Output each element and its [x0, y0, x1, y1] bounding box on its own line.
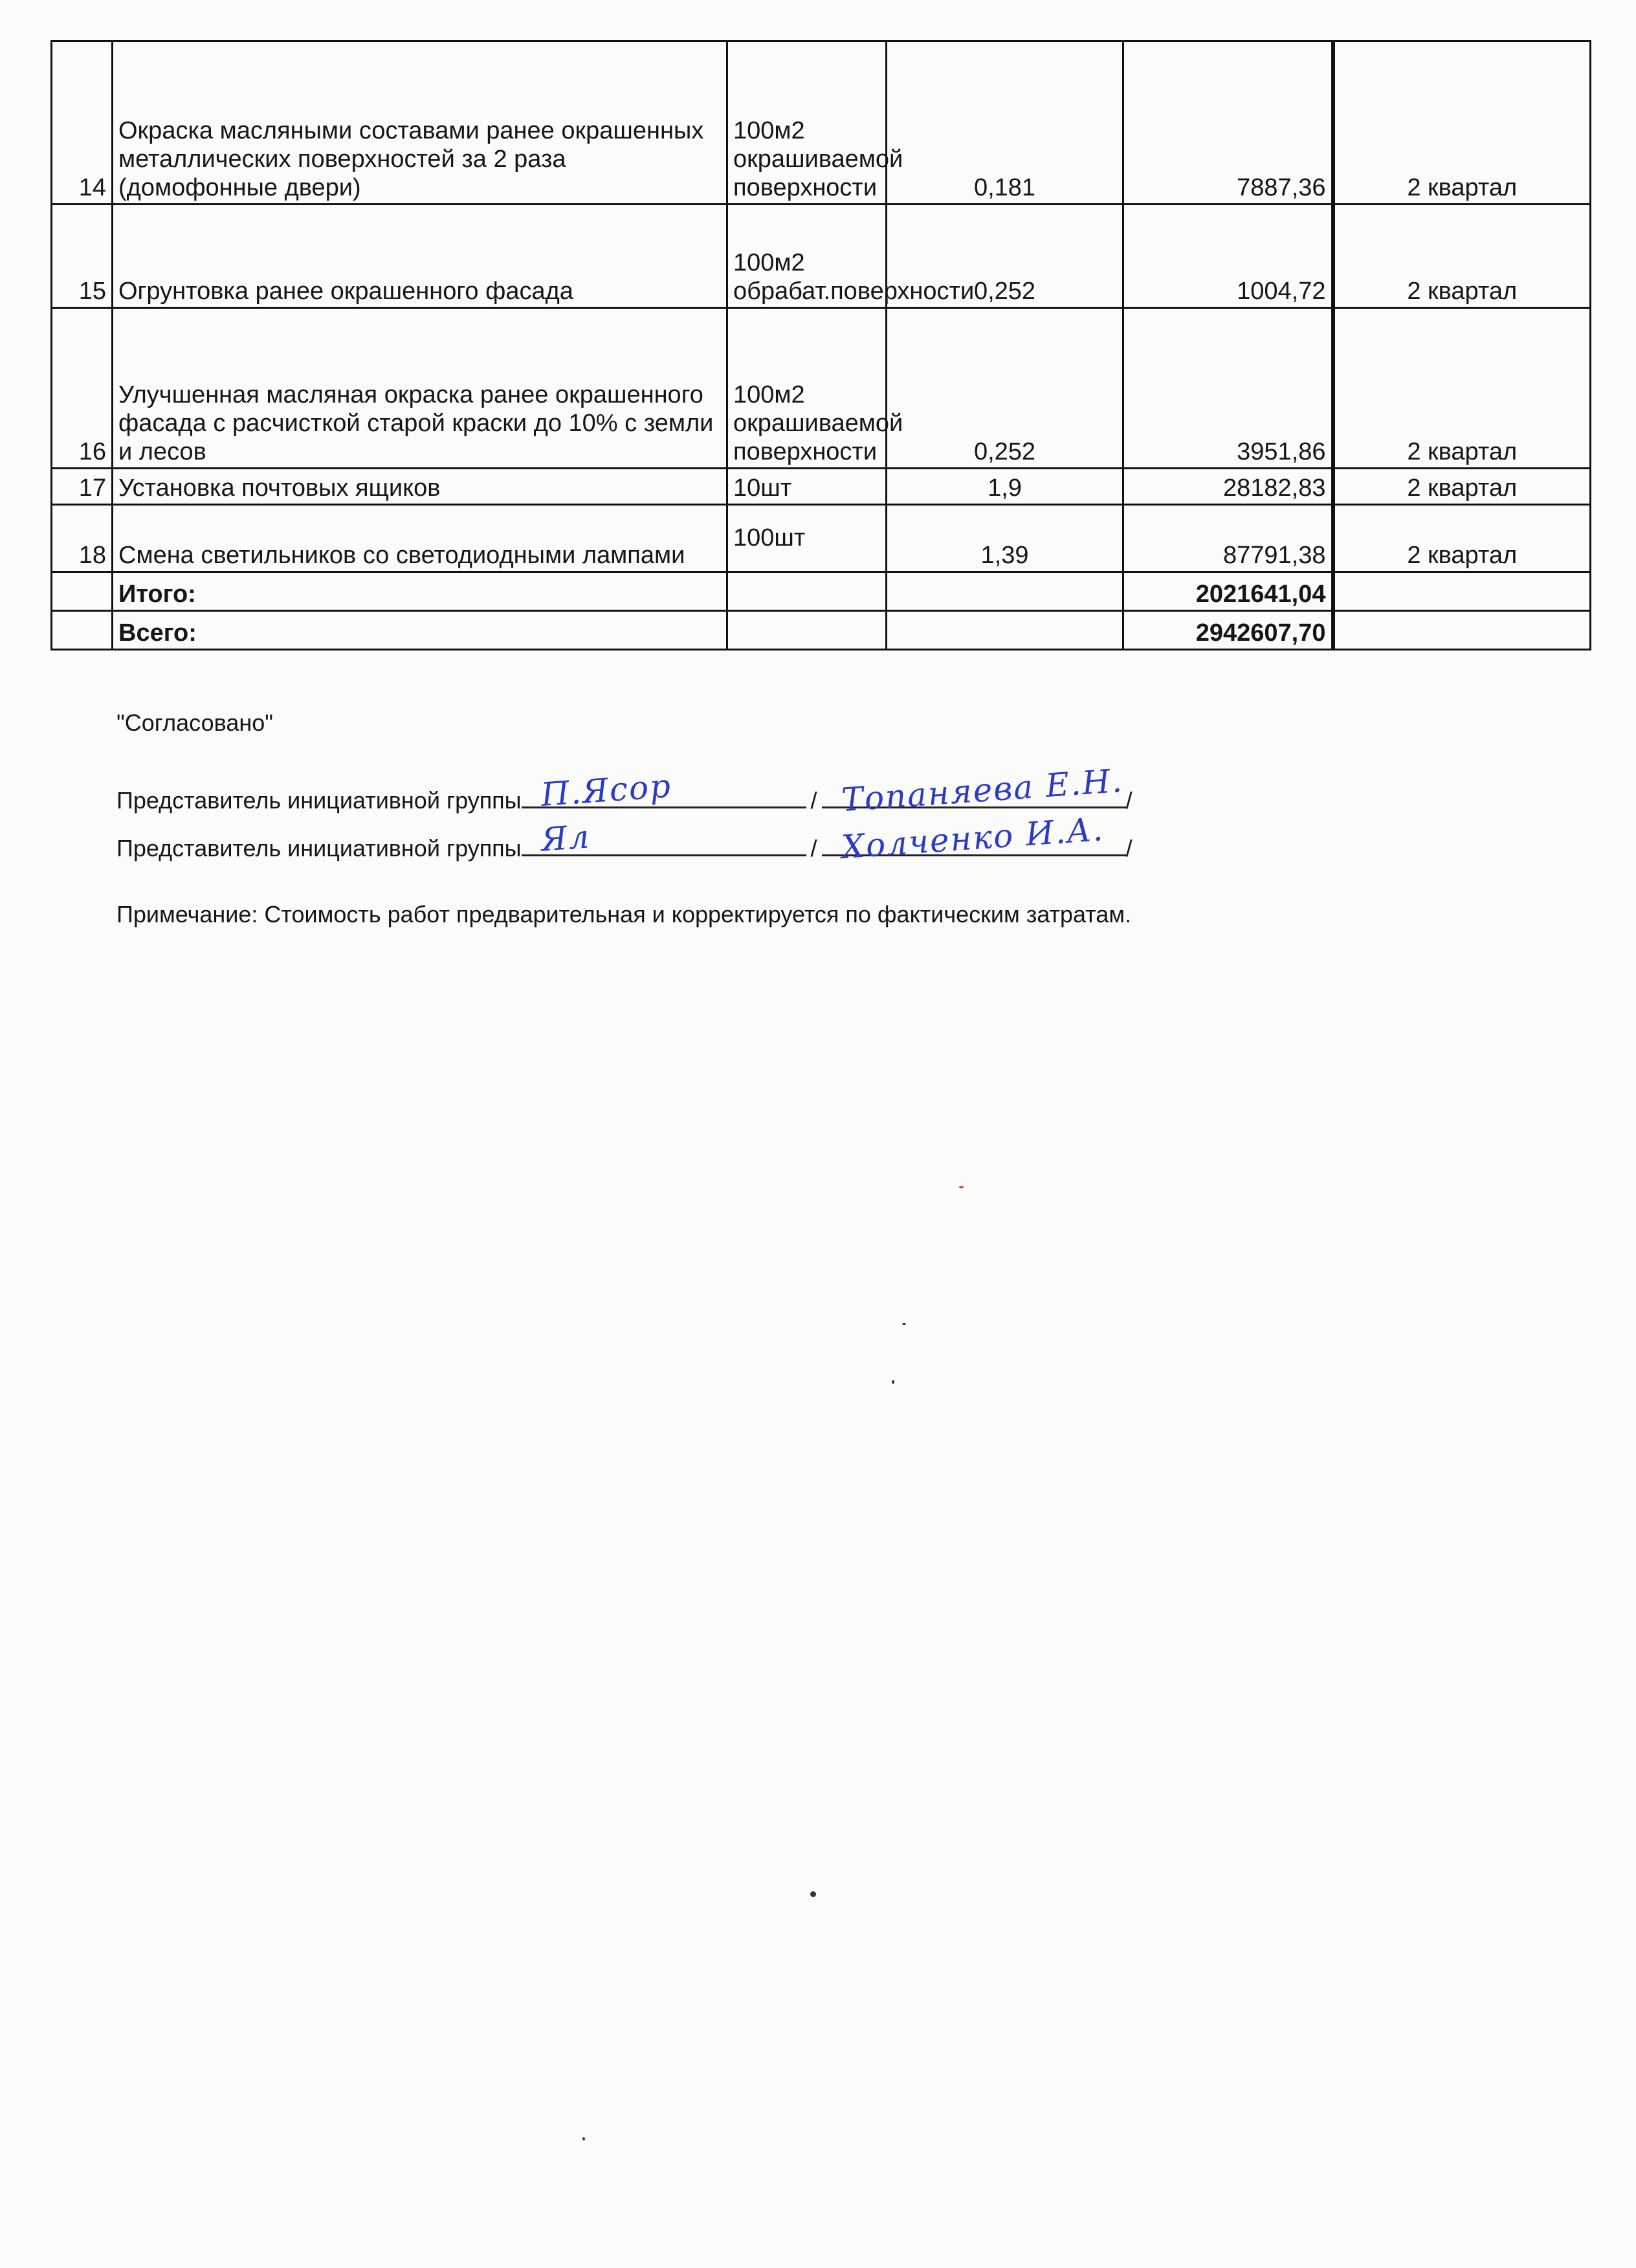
scan-speck: [810, 1891, 816, 1897]
representative-line-2: [116, 810, 1133, 867]
table-row: [52, 41, 1591, 205]
row-number: 17: [52, 469, 113, 505]
work-quantity: 0,252: [887, 308, 1123, 469]
name-line: [822, 810, 1126, 867]
work-name: Смена светильников со светодиодными лампами: [113, 505, 727, 572]
representative-name: Холченко И.А.: [840, 810, 1105, 867]
empty-cell: [52, 611, 113, 650]
work-name: Установка почтовых ящиков: [113, 469, 727, 505]
empty-cell: [887, 611, 1123, 650]
scan-speck: [959, 1186, 964, 1188]
work-cost: 1004,72: [1123, 205, 1333, 308]
work-name: Улучшенная масляная окраска ранее окрашенного фасада с расчисткой старой краски до 10% с земли и лесов: [113, 308, 727, 469]
scan-speck: [582, 2137, 585, 2140]
row-number: 18: [52, 505, 113, 572]
work-cost: 87791,38: [1123, 505, 1333, 572]
scan-speck: [892, 1380, 894, 1384]
total-row: [52, 611, 1591, 650]
representative-line-1: [116, 761, 1133, 819]
work-unit: 100м2 окрашиваемой поверхности: [727, 308, 887, 469]
table-row: [52, 505, 1591, 572]
separator: /: [1125, 835, 1133, 862]
empty-cell: [1333, 611, 1591, 650]
total-label: Всего:: [113, 611, 727, 650]
name-line: [822, 761, 1126, 819]
work-period: 2 квартал: [1333, 205, 1591, 308]
work-cost: 7887,36: [1123, 41, 1333, 205]
work-period: 2 квартал: [1333, 41, 1591, 205]
table-row: [52, 205, 1591, 308]
work-name: Огрунтовка ранее окрашенного фасада: [113, 205, 727, 308]
work-unit: 100шт: [727, 505, 887, 572]
works-table: [50, 40, 1591, 650]
empty-cell: [727, 611, 887, 650]
separator: /: [810, 835, 817, 862]
agreed-heading: "Согласовано": [116, 709, 274, 736]
work-period: 2 квартал: [1333, 505, 1591, 572]
empty-cell: [727, 572, 887, 611]
row-number: 16: [52, 308, 113, 469]
subtotal-label: Итого:: [113, 572, 727, 611]
subtotal-row: [52, 572, 1591, 611]
signature: П.Ясор: [539, 767, 673, 814]
work-quantity: 1,39: [887, 505, 1123, 572]
separator: /: [810, 787, 817, 814]
row-number: 15: [52, 205, 113, 308]
total-value: 2942607,70: [1123, 611, 1333, 650]
work-period: 2 квартал: [1333, 469, 1591, 505]
work-quantity: 1,9: [887, 469, 1123, 505]
subtotal-value: 2021641,04: [1123, 572, 1333, 611]
signature: Ял: [539, 817, 591, 859]
work-quantity: 0,252: [887, 205, 1123, 308]
work-unit: 100м2 обрабат.поверхности: [727, 205, 887, 308]
work-period: 2 квартал: [1333, 308, 1591, 469]
empty-cell: [1333, 572, 1591, 611]
representative-label: Представитель инициативной группы: [116, 835, 522, 862]
scan-speck: [902, 1323, 906, 1325]
empty-cell: [887, 572, 1123, 611]
work-cost: 3951,86: [1123, 308, 1333, 469]
table-row: [52, 469, 1591, 505]
work-quantity: 0,181: [887, 41, 1123, 205]
signature-line: [522, 767, 806, 814]
table-row: [52, 308, 1591, 469]
work-cost: 28182,83: [1123, 469, 1333, 505]
work-unit: 100м2 окрашиваемой поверхности: [727, 41, 887, 205]
footnote: Примечание: Стоимость работ предварительная и корректируется по фактическим затратам.: [116, 901, 1132, 928]
representative-label: Представитель инициативной группы: [116, 787, 522, 814]
representative-name: Топаняева Е.Н.: [840, 761, 1124, 819]
signature-line: [522, 817, 806, 859]
separator: /: [1125, 787, 1133, 814]
work-name: Окраска масляными составами ранее окрашенных металлических поверхностей за 2 раза (домофонные двери): [113, 41, 727, 205]
empty-cell: [52, 572, 113, 611]
work-unit: 10шт: [727, 469, 887, 505]
row-number: 14: [52, 41, 113, 205]
